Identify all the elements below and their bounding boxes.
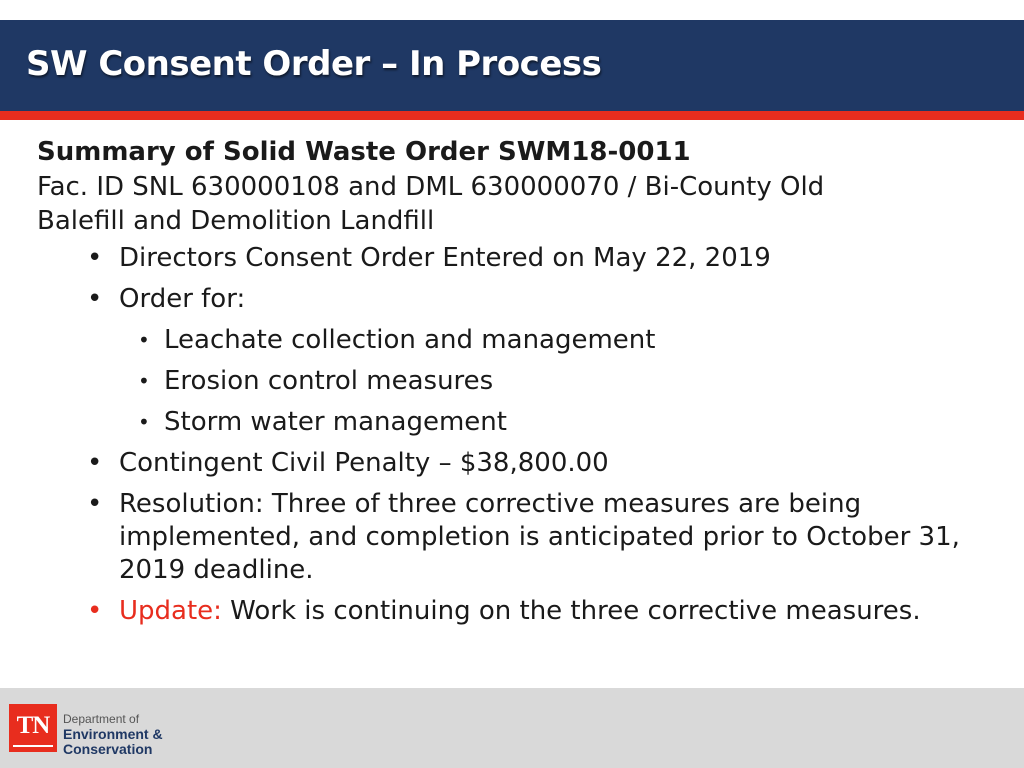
update-list-item — [87, 595, 997, 628]
bullet-icon: • — [87, 243, 103, 273]
dept-line-1: Department of — [63, 712, 140, 726]
summary-heading: Summary of Solid Waste Order SWM18-0011 — [37, 137, 691, 167]
sub-list-item — [138, 324, 997, 357]
list-item-text: Resolution: Three of three corrective measures are being implemented, and completion is anticipated prior to October 31, 2019 deadline. — [119, 489, 960, 585]
bullet-icon: • — [87, 448, 103, 478]
bullet-icon: • — [87, 489, 103, 519]
sub-list-item — [138, 365, 997, 398]
update-text: Work is continuing on the three corrective measures. — [221, 596, 921, 626]
sub-list-item — [138, 406, 997, 439]
header-accent-rule — [0, 111, 1024, 120]
tn-logo-icon: TN — [9, 704, 57, 752]
slide-content — [37, 134, 997, 636]
sub-list-item-text: Leachate collection and management — [164, 325, 656, 355]
list-item — [87, 242, 997, 275]
bullet-icon: • — [138, 328, 150, 352]
sub-list-item-text: Erosion control measures — [164, 366, 494, 396]
bullet-list — [37, 242, 997, 628]
list-item-text: Order for: — [119, 284, 246, 314]
list-item — [87, 283, 997, 439]
list-item-text: Directors Consent Order Entered on May 22, 2019 — [119, 243, 771, 273]
slide-title: SW Consent Order – In Process — [26, 44, 602, 84]
bullet-icon: • — [87, 284, 103, 314]
bullet-icon: • — [87, 596, 103, 626]
list-item-text: Contingent Civil Penalty – $38,800.00 — [119, 448, 609, 478]
bullet-icon: • — [138, 369, 150, 393]
department-wordmark — [63, 712, 163, 757]
facility-description: Fac. ID SNL 630000108 and DML 630000070 / Bi-County Old Balefill and Demolition Landfill — [37, 172, 825, 236]
update-label: Update: — [119, 596, 222, 626]
sub-list-item-text: Storm water management — [164, 407, 507, 437]
sub-bullet-list — [119, 324, 997, 439]
dept-line-2: Environment & — [63, 726, 163, 742]
bullet-icon: • — [138, 410, 150, 434]
list-item — [87, 447, 997, 480]
list-item — [87, 488, 997, 587]
dept-line-3: Conservation — [63, 741, 153, 757]
